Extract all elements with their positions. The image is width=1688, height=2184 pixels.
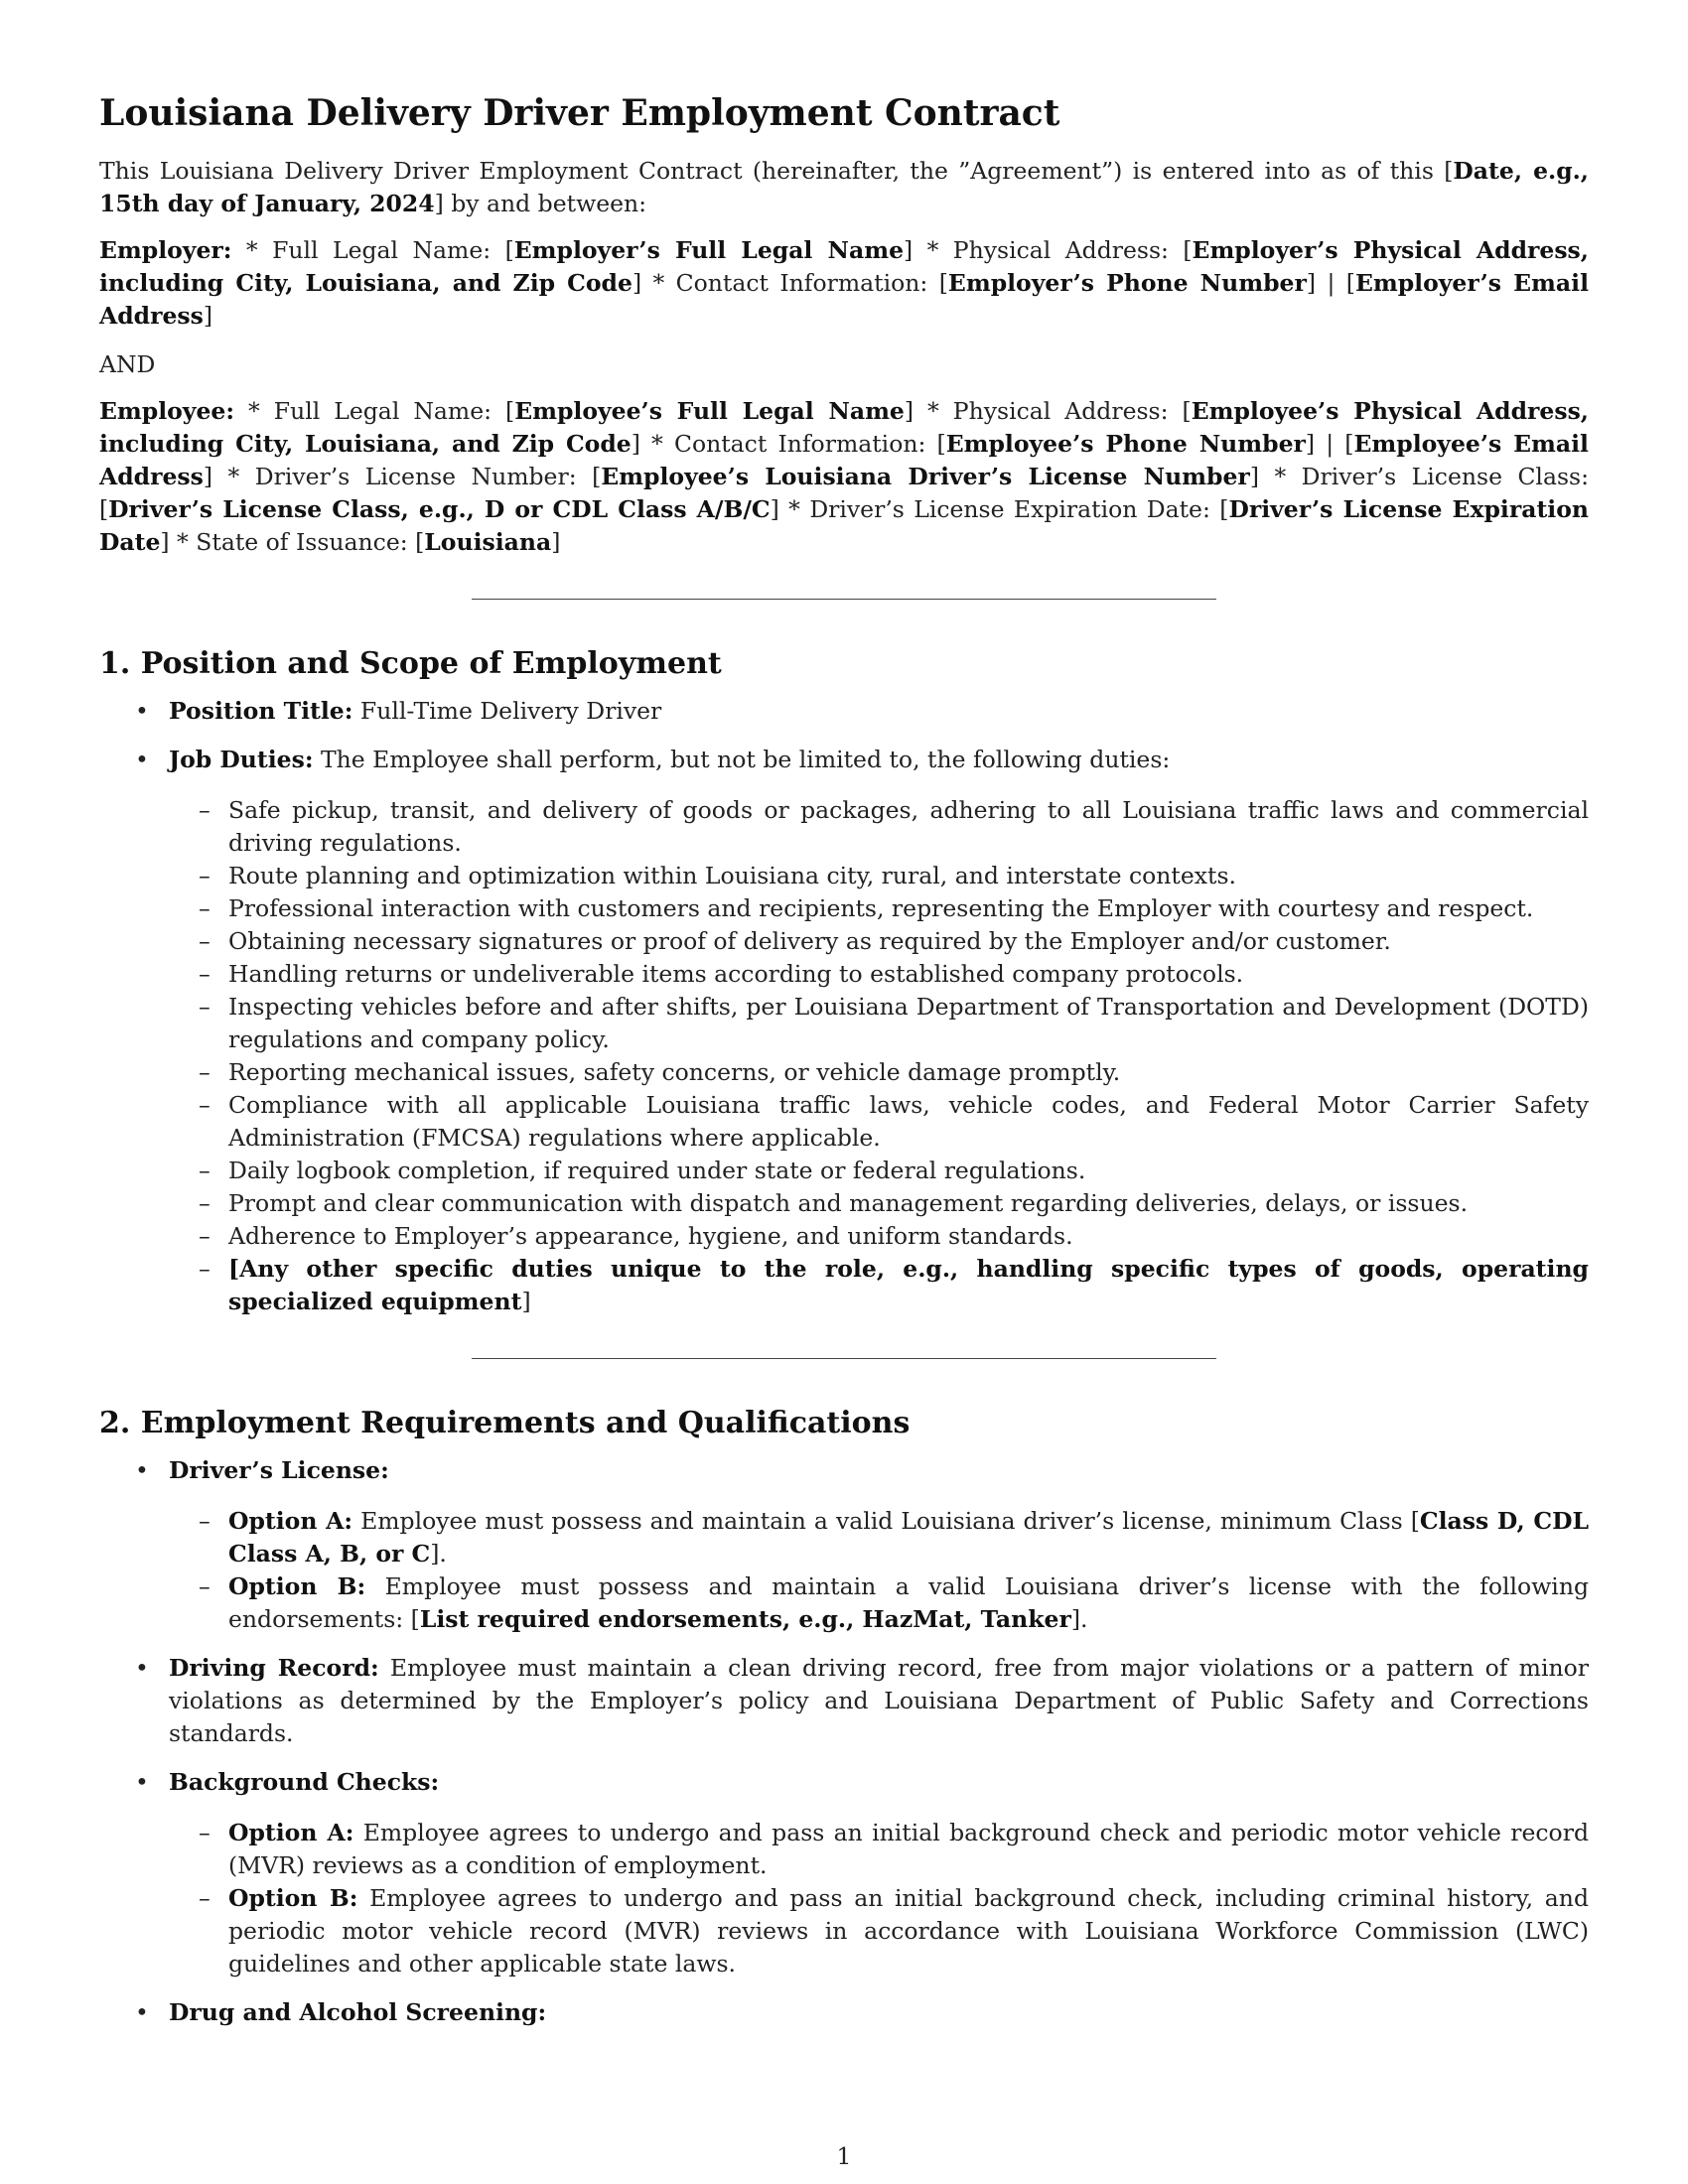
- duty-text: Professional interaction with customers and recipients, representing the Employer with courtesy and respect.: [228, 894, 1534, 922]
- intro-text-end: ] by and between:: [434, 190, 647, 217]
- employee-text: ]: [551, 528, 561, 556]
- dash-icon: –: [199, 894, 211, 922]
- option-label: Option A:: [228, 1507, 353, 1535]
- employer-text: ] | [: [1306, 269, 1355, 297]
- option-text: Employee agrees to undergo and pass an initial background check and periodic motor vehicle record (MVR) reviews as a condition of employment.: [228, 1819, 1589, 1879]
- duty-text: Inspecting vehicles before and after shifts, per Louisiana Department of Transportation and Development (DOTD) regulations and company policy.: [228, 993, 1589, 1053]
- duty-item: [169, 1155, 1589, 1187]
- duty-text: Obtaining necessary signatures or proof of delivery as required by the Employer and/or customer.: [228, 927, 1391, 955]
- option-item: [169, 1817, 1589, 1882]
- section-2-list: [99, 1454, 1589, 2029]
- and-separator: AND: [99, 350, 156, 378]
- employer-text: * Full Legal Name: [: [231, 236, 514, 264]
- option-text: Employee must possess and maintain a valid Louisiana driver’s license, minimum Class [: [352, 1507, 1420, 1535]
- license-class-placeholder: Driver’s License Class, e.g., D or CDL Class A/B/C: [108, 495, 771, 523]
- option-item: [169, 1570, 1589, 1636]
- employer-name-placeholder: Employer’s Full Legal Name: [513, 236, 905, 264]
- position-value: Full-Time Delivery Driver: [352, 697, 662, 725]
- duty-text: Daily logbook completion, if required under state or federal regulations.: [228, 1157, 1086, 1184]
- duty-item: [169, 794, 1589, 860]
- section-heading-1: 1. Position and Scope of Employment: [99, 646, 722, 681]
- background-options: [169, 1817, 1589, 1980]
- duty-item: [169, 925, 1589, 958]
- duty-text: Safe pickup, transit, and delivery of goods or packages, adhering to all Louisiana traffic laws and commercial driving regulations.: [228, 796, 1589, 857]
- option-text-end: ].: [1070, 1605, 1088, 1633]
- duty-text: Route planning and optimization within Louisiana city, rural, and interstate contexts.: [228, 862, 1236, 889]
- bullet-icon: •: [135, 1998, 149, 2026]
- duties-list: [169, 794, 1589, 1318]
- employee-text: * Full Legal Name: [: [234, 397, 515, 425]
- duty-text: Adherence to Employer’s appearance, hygiene, and uniform standards.: [228, 1222, 1073, 1250]
- bullet-icon: •: [135, 1456, 149, 1484]
- document-content: [99, 87, 1589, 2029]
- duty-item: [169, 1187, 1589, 1220]
- bullet-icon: •: [135, 746, 149, 773]
- license-options: [169, 1505, 1589, 1636]
- list-item-duties: [99, 744, 1589, 1318]
- document-title: Louisiana Delivery Driver Employment Contract: [99, 92, 1060, 134]
- list-item-background: [99, 1766, 1589, 1980]
- employer-address-placeholder: Employer’s Physical Address, including City, Louisiana, and Zip Code: [99, 236, 1589, 297]
- endorsements-placeholder: List required endorsements, e.g., HazMat, Tanker: [419, 1605, 1071, 1633]
- employee-text: ] * Driver’s License Class: [: [99, 463, 1589, 523]
- drug-screening-label: Drug and Alcohol Screening:: [169, 1998, 547, 2026]
- dash-icon: –: [199, 1255, 211, 1283]
- option-text-end: ].: [430, 1540, 447, 1568]
- dash-icon: –: [199, 1507, 211, 1535]
- employer-text: ]: [203, 302, 213, 330]
- employee-label: Employee:: [99, 397, 235, 425]
- option-label: Option B:: [228, 1884, 358, 1912]
- dash-icon: –: [199, 960, 211, 988]
- background-label: Background Checks:: [169, 1768, 440, 1796]
- employer-email-placeholder: Employer’s Email Address: [99, 269, 1589, 330]
- duty-item: [169, 1089, 1589, 1155]
- section-1-list: [99, 695, 1589, 1318]
- employee-name-placeholder: Employee’s Full Legal Name: [514, 397, 905, 425]
- dash-icon: –: [199, 862, 211, 889]
- option-text: Employee agrees to undergo and pass an initial background check, including criminal history, and periodic motor vehicle record (MVR) reviews in accordance with Louisiana Workforce Commission (LWC) guidelines and other applicable state laws.: [228, 1884, 1589, 1978]
- employer-block: [99, 234, 1589, 333]
- employee-text: ] * Contact Information: [: [631, 430, 946, 458]
- intro-text: This Louisiana Delivery Driver Employment Contract (hereinafter, the ”Agreement”) is entered into as of this [: [99, 157, 1454, 185]
- duty-text: Handling returns or undeliverable items according to established company protocols.: [228, 960, 1244, 988]
- duties-intro: The Employee shall perform, but not be limited to, the following duties:: [313, 746, 1171, 773]
- bullet-icon: •: [135, 697, 149, 725]
- license-class-options: Class D, CDL Class A, B, or C: [228, 1507, 1589, 1568]
- license-expiration-placeholder: Driver’s License Expiration Date: [99, 495, 1589, 556]
- duty-text: Compliance with all applicable Louisiana traffic laws, vehicle codes, and Federal Motor Carrier Safety Administration (FMCSA) regulations where applicable.: [228, 1091, 1589, 1152]
- list-item-position: [99, 695, 1589, 728]
- duty-text: Prompt and clear communication with dispatch and management regarding deliveries, delays, or issues.: [228, 1189, 1469, 1217]
- record-label: Driving Record:: [169, 1654, 379, 1682]
- employee-email-placeholder: Employee’s Email Address: [99, 430, 1589, 490]
- employee-block: [99, 395, 1589, 559]
- duty-item: [169, 1056, 1589, 1089]
- employee-address-placeholder: Employee’s Physical Address, including City, Louisiana, and Zip Code: [99, 397, 1589, 458]
- license-label: Driver’s License:: [169, 1456, 389, 1484]
- employer-text: ] * Physical Address: [: [904, 236, 1193, 264]
- date-placeholder: Date, e.g., 15th day of January, 2024: [99, 157, 1589, 217]
- dash-icon: –: [199, 1884, 211, 1912]
- list-item-driving-record: [99, 1652, 1589, 1750]
- bullet-icon: •: [135, 1654, 149, 1682]
- state-placeholder: Louisiana: [424, 528, 552, 556]
- employee-text: ] * Driver’s License Number: [: [203, 463, 602, 490]
- dash-icon: –: [199, 1572, 211, 1600]
- page-number: 1: [836, 2142, 852, 2170]
- dash-icon: –: [199, 1189, 211, 1217]
- option-text: Employee must possess and maintain a valid Louisiana driver’s license with the following endorsements: [: [228, 1572, 1589, 1633]
- duty-item: [169, 892, 1589, 925]
- option-label: Option A:: [228, 1819, 354, 1846]
- option-label: Option B:: [228, 1572, 366, 1600]
- record-text: Employee must maintain a clean driving record, free from major violations or a pattern of minor violations as determined by the Employer’s policy and Louisiana Department of Public Safety and Corrections standards.: [169, 1654, 1589, 1747]
- bullet-icon: •: [135, 1768, 149, 1796]
- section-divider: [472, 599, 1216, 600]
- duties-label: Job Duties:: [169, 746, 314, 773]
- dash-icon: –: [199, 927, 211, 955]
- employee-text: ] * Driver’s License Expiration Date: [: [770, 495, 1229, 523]
- duty-item: [169, 991, 1589, 1056]
- dash-icon: –: [199, 1091, 211, 1119]
- employee-text: ] * Physical Address: [: [904, 397, 1192, 425]
- bracket: ]: [521, 1288, 531, 1315]
- other-duties-placeholder: Any other specific duties unique to the role, e.g., handling specific types of goods, operating specialized equipment: [228, 1255, 1589, 1315]
- list-item-license: [99, 1454, 1589, 1636]
- bracket: [: [228, 1255, 240, 1283]
- duty-text: Reporting mechanical issues, safety concerns, or vehicle damage promptly.: [228, 1058, 1121, 1086]
- dash-icon: –: [199, 1157, 211, 1184]
- duty-item: [169, 1220, 1589, 1253]
- list-item-drug-screening: [99, 1996, 1589, 2029]
- employee-text: ] * State of Issuance: [: [160, 528, 425, 556]
- option-item: [169, 1505, 1589, 1570]
- duty-item: [169, 860, 1589, 892]
- dash-icon: –: [199, 1819, 211, 1846]
- dash-icon: –: [199, 1222, 211, 1250]
- duty-item-other: [169, 1253, 1589, 1318]
- position-label: Position Title:: [169, 697, 353, 725]
- option-item: [169, 1882, 1589, 1980]
- license-number-placeholder: Employee’s Louisiana Driver’s License Number: [601, 463, 1250, 490]
- dash-icon: –: [199, 993, 211, 1021]
- dash-icon: –: [199, 796, 211, 824]
- duty-item: [169, 958, 1589, 991]
- employee-text: ] | [: [1305, 430, 1354, 458]
- intro-paragraph: [99, 155, 1589, 220]
- employer-label: Employer:: [99, 236, 232, 264]
- employer-text: ] * Contact Information: [: [632, 269, 948, 297]
- section-heading-2: 2. Employment Requirements and Qualifications: [99, 1406, 911, 1440]
- section-divider: [472, 1358, 1216, 1359]
- employer-phone-placeholder: Employer’s Phone Number: [947, 269, 1307, 297]
- employee-phone-placeholder: Employee’s Phone Number: [945, 430, 1306, 458]
- dash-icon: –: [199, 1058, 211, 1086]
